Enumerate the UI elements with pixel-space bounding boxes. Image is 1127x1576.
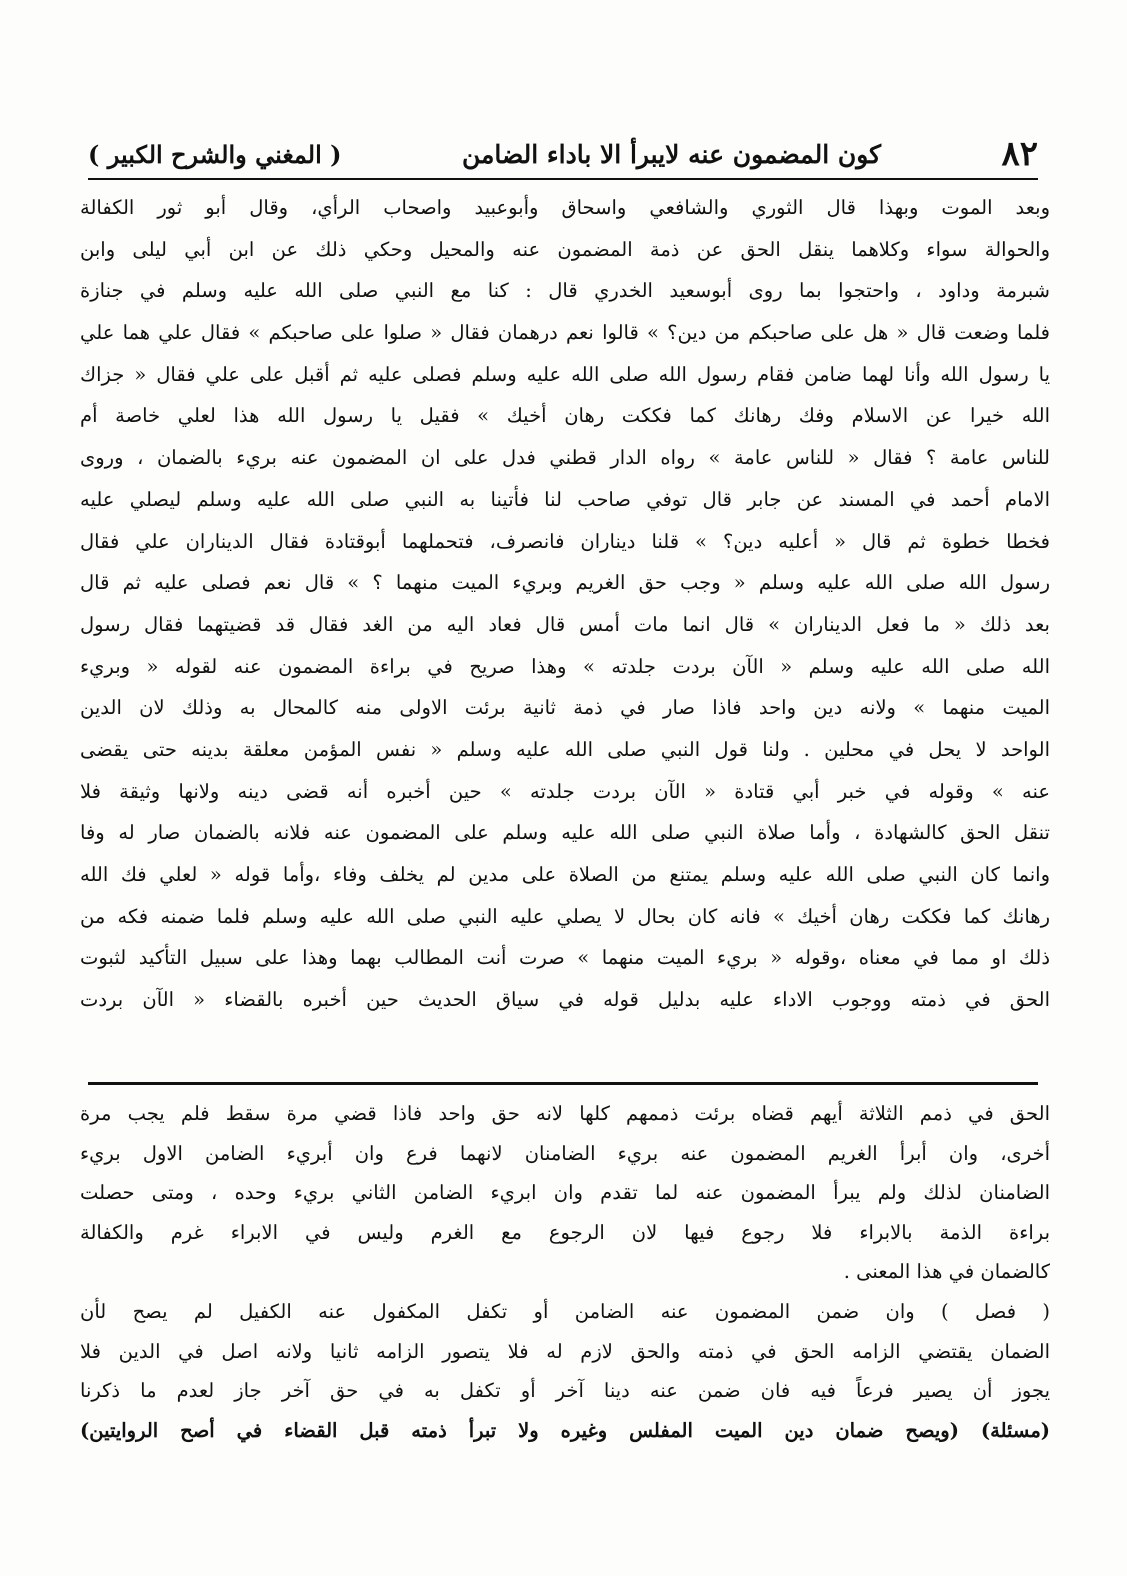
commentary-block <box>80 187 1050 1021</box>
text-line: والحوالة سواء وكلاهما ينقل الحق عن ذمة المضمون عنه والمحيل وحكي ذلك عن ابن أبي ليلى وابن <box>80 237 1050 261</box>
text-line: (مسئلة) (ويصح ضمان دين الميت المفلس وغيره ولا تبرأ ذمته قبل القضاء في أصح الروايتين) <box>80 1418 1050 1442</box>
text-line: وانما كان النبي صلى الله عليه وسلم يمتنع من الصلاة على مدين لم يخلف وفاء ،وأما قوله « لعلي فك الله <box>80 863 1050 886</box>
text-line: كالضمان في هذا المعنى . <box>843 1260 1050 1284</box>
text-line: الحق في ذمم الثلاثة أيهم قضاه برئت ذممهم كلها لانه حق واحد فاذا قضي مرة سقط فلم يجب مرة <box>80 1102 1050 1125</box>
text-line: الامام أحمد في المسند عن جابر قال توفي صاحب لنا فأتينا به النبي صلى الله عليه وسلم ليصلي عليه <box>80 487 1050 511</box>
text-line: رسول الله صلى الله عليه وسلم « وجب حق الغريم وبريء الميت منهما ؟ » قال نعم فصلى عليه ثم قال <box>80 571 1050 595</box>
text-line: للناس عامة ؟ فقال « للناس عامة » رواه الدار قطني فدل على ان المضمون عنه بريء بالضمان ، وروى <box>80 446 1050 470</box>
text-line: أخرى، وان أبرأ الغريم المضمون عنه بريء الضامنان لانهما فرع وان أبريء الضامن الاول بريء <box>80 1141 1050 1165</box>
running-title: كون المضمون عنه لايبرأ الا باداء الضامن <box>461 139 882 169</box>
text-line: الواحد لا يحل في محلين . ولنا قول النبي صلى الله عليه وسلم « نفس المؤمن معلقة بدينه حتى يقضى <box>80 737 1050 761</box>
text-line: ( فصل ) وان ضمن المضمون عنه الضامن أو تكفل المكفول عنه الكفيل لم يصح لأن <box>80 1299 1050 1323</box>
text-line: الله خيرا عن الاسلام وفك رهانك كما فككت رهان أخيك » فقيل يا رسول الله هذا لعلي خاصة أم <box>80 404 1050 428</box>
text-line: فلما وضعت قال « هل على صاحبكم من دين؟ » قالوا نعم درهمان فقال « صلوا على صاحبكم » فقال علي هما علي <box>80 321 1050 345</box>
page-number: ٨٢ <box>1001 134 1038 174</box>
text-line: الله صلى الله عليه وسلم « الآن بردت جلدته » وهذا صريح في براءة المضمون عنه لقوله « وبريء <box>80 654 1050 678</box>
text-line: فخطا خطوة ثم قال « أعليه دين؟ » قلنا ديناران فانصرف، فتحملهما أبوقتادة فقال الديناران علي فقال <box>80 529 1050 553</box>
text-line: تنقل الحق كالشهادة ، وأما صلاة النبي صلى الله عليه وسلم على المضمون عنه فلانه بالضمان صار له وفا <box>80 821 1050 845</box>
text-line: ذلك او مما في معناه ،وقوله « بريء الميت منهما » صرت أنت المطالب بهما وهذا على سبيل التأكيد لثبوت <box>80 946 1050 970</box>
text-line: الحق في ذمته ووجوب الاداء عليه بدليل قوله في سياق الحديث حين أخبره بالقضاء « الآن بردت <box>80 988 1050 1012</box>
text-line: الميت منهما » ولانه دين واحد فاذا صار في ذمة ثانية برئت الاولى منه كالمحال به وذلك لان الدين <box>80 696 1050 720</box>
text-line: الضامنان لذلك ولم يبرأ المضمون عنه لما تقدم وان ابريء الضامن الثاني بريء وحده ، ومتى حصلت <box>80 1181 1050 1205</box>
text-line: يا رسول الله وأنا لهما ضامن فقام رسول الله صلى الله عليه وسلم فصلى عليه ثم أقبل على علي فقال « جزاك <box>80 362 1050 386</box>
section-divider <box>88 1082 1038 1085</box>
text-line: شبرمة وداود ، واحتجوا بما روى أبوسعيد الخدري قال : كنا مع النبي صلى الله عليه وسلم في جنازة <box>80 279 1050 303</box>
text-line: وبعد الموت وبهذا قال الثوري والشافعي واسحاق وأبوعبيد واصحاب الرأي، وقال أبو ثور الكفالة <box>80 196 1050 219</box>
text-line: رهانك كما فككت رهان أخيك » فانه كان بحال لا يصلي عليه النبي صلى الله عليه وسلم فلما ضمنه فكه من <box>80 904 1050 928</box>
header-rule <box>88 178 1038 180</box>
text-line: بعد ذلك « ما فعل الديناران » قال انما مات أمس قال فعاد اليه من الغد فقال قد قضيتهما فقال رسول <box>80 612 1050 636</box>
text-line: الضمان يقتضي الزامه الحق في ذمته والحق لازم له فلا يتصور الزامه ثانيا ولانه اصل في الدين فلا <box>80 1339 1050 1363</box>
text-line: عنه » وقوله في خبر أبي قتادة « الآن بردت جلدته » حين أخبره أنه قضى دينه ولانها وثيقة فلا <box>80 779 1050 803</box>
main-text-block <box>80 1094 1050 1450</box>
book-title: ( المغني والشرح الكبير ) <box>88 139 342 169</box>
page-header <box>88 132 1038 176</box>
text-line: يجوز أن يصير فرعاً فيه فان ضمن عنه دينا آخر أو تكفل به في حق آخر جاز لعدم ما ذكرنا <box>80 1379 1050 1403</box>
text-line: براءة الذمة بالابراء فلا رجوع فيها لان الرجوع مع الغرم وليس في الابراء غرم والكفالة <box>80 1220 1050 1244</box>
